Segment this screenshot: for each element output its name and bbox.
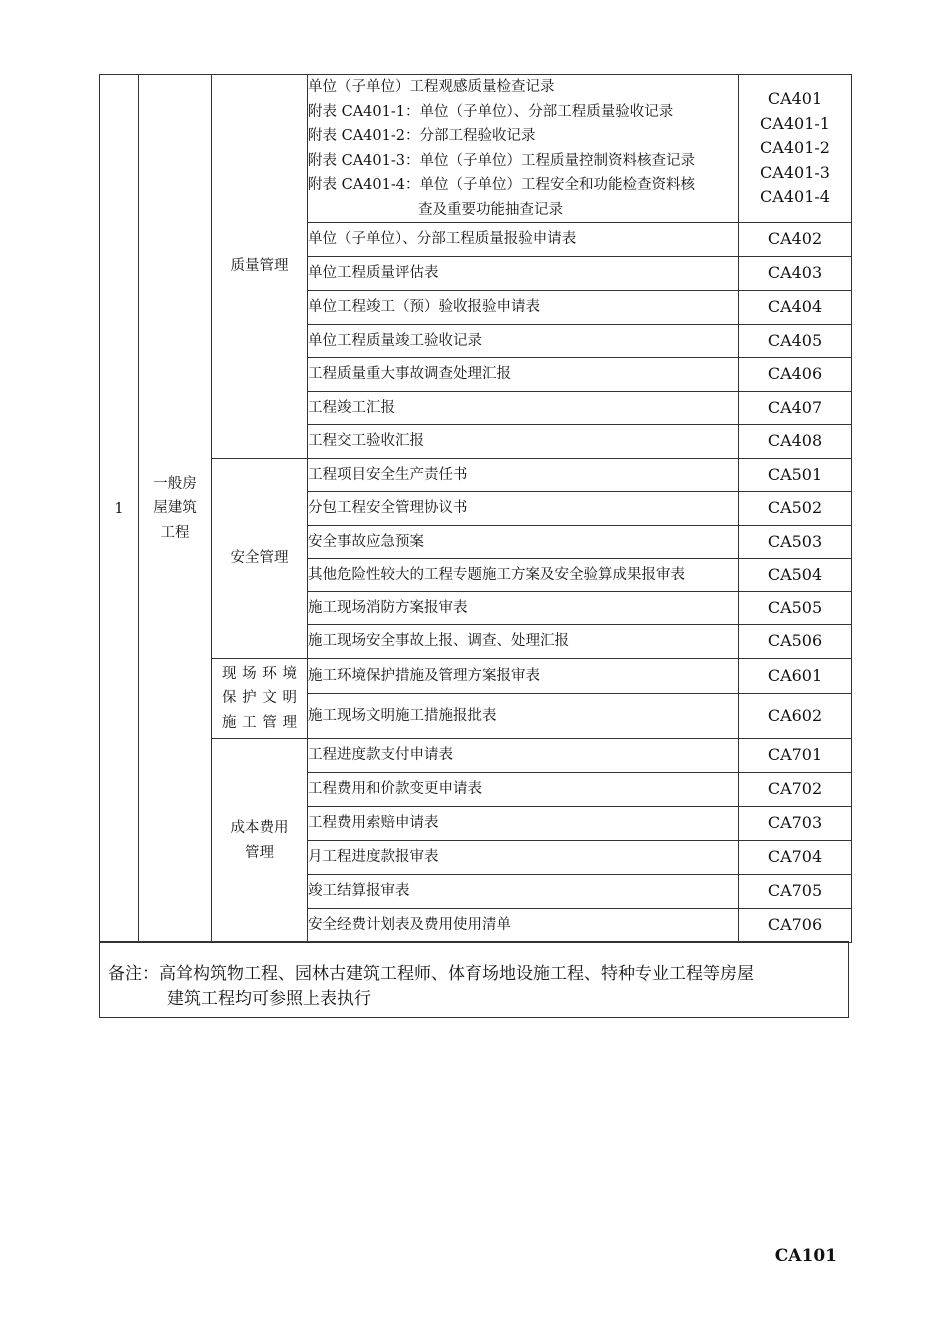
item-text: 单位（子单位）、分部工程质量报验申请表 [308,231,577,248]
form-code: CA407 [767,397,823,417]
item-name-cell [308,592,739,625]
form-code-cell [739,223,852,257]
table-row [100,75,852,223]
form-code: CA401-2 [760,138,830,158]
form-code-cell [739,358,852,392]
item-text: 查及重要功能抽查记录 [418,201,563,218]
form-code: CA502 [767,498,823,518]
form-code: CA601 [767,665,823,685]
item-name-cell [308,492,739,526]
item-text: 施工环境保护措施及管理方案报审表 [308,667,540,684]
item-name-cell [308,75,739,223]
form-code: CA503 [767,531,823,551]
item-name-cell [308,223,739,257]
group-name-cell [212,659,308,739]
form-code-cell [739,291,852,325]
item-text: 施工现场消防方案报审表 [308,599,468,616]
form-code-cell [739,773,852,807]
form-code: CA706 [767,915,823,935]
item-name-cell [308,659,739,694]
text-line: 一般房 [153,475,197,492]
item-name-cell [308,459,739,492]
item-text: 月工程进度款报审表 [308,849,439,866]
item-name-cell [308,392,739,425]
form-code-cell [739,592,852,625]
item-text: 附表 CA401-2：分部工程验收记录 [308,128,536,144]
form-code-cell [739,841,852,875]
item-name-cell [308,526,739,559]
form-code: CA501 [767,464,823,484]
item-text: 工程交工验收汇报 [308,433,424,450]
item-name-cell [308,325,739,358]
table-row [100,739,852,773]
item-text: 工程费用和价款变更申请表 [308,781,482,798]
item-name-cell [308,425,739,459]
group-name-cell [212,739,308,943]
form-code: CA504 [767,564,823,584]
form-code: CA401 [767,89,823,109]
remarks-line-1: 备注：高耸构筑物工程、园林古建筑工程师、体育场地设施工程、特种专业工程等房屋 [108,964,754,984]
item-text: 附表 CA401-4：单位（子单位）工程安全和功能检查资料核 [308,177,695,193]
form-code-cell [739,625,852,659]
item-text: 施工现场安全事故上报、调查、处理汇报 [308,633,569,650]
form-code-cell [739,739,852,773]
record-index-table [99,74,852,943]
form-code-cell [739,425,852,459]
form-code: CA506 [767,631,823,651]
item-name-cell [308,875,739,909]
form-code-cell [739,75,852,223]
form-code: CA602 [767,705,823,725]
form-code: CA701 [767,745,823,765]
form-code: CA403 [767,263,823,283]
form-code: CA703 [767,813,823,833]
form-code: CA401-3 [760,162,830,182]
item-name-cell [308,909,739,943]
item-name-cell [308,773,739,807]
form-code: CA705 [767,881,823,901]
group-name-cell [212,75,308,459]
form-code: CA402 [767,229,823,249]
item-text: 分包工程安全管理协议书 [308,500,468,517]
text-line: 保护文明 [222,690,297,707]
form-code: CA401-1 [760,113,830,133]
form-code-cell [739,659,852,694]
item-name-cell [308,807,739,841]
item-text: 安全经费计划表及费用使用清单 [308,917,511,934]
item-name-cell [308,841,739,875]
form-code-cell [739,559,852,592]
text-line: 现场环境 [222,665,297,682]
item-text: 工程费用索赔申请表 [308,815,439,832]
item-text: 工程项目安全生产责任书 [308,466,468,483]
form-code-cell [739,492,852,526]
text-line: 工程 [160,524,190,541]
form-code: CA702 [767,779,823,799]
text-line: 安全管理 [230,550,289,567]
form-code-cell [739,807,852,841]
item-text: 施工现场文明施工措施报批表 [308,707,497,724]
form-code: CA408 [767,431,823,451]
form-code-cell [739,459,852,492]
text-line: 成本费用 [230,820,289,836]
item-text: 其他危险性较大的工程专题施工方案及安全验算成果报审表 [308,566,685,583]
item-name-cell [308,291,739,325]
group-name-cell [212,459,308,659]
form-code-cell [739,325,852,358]
item-text: 单位工程质量评估表 [308,265,439,282]
form-code: CA401-4 [760,187,830,207]
remarks-line-2: 建筑工程均可参照上表执行 [167,989,371,1009]
text-line: 质量管理 [230,258,289,275]
item-text: 竣工结算报审表 [308,883,410,900]
page-code: CA101 [774,1246,837,1266]
form-code-cell [739,694,852,739]
item-name-cell [308,358,739,392]
row-number: 1 [114,500,124,517]
form-code: CA405 [767,330,823,350]
form-code: CA404 [767,297,823,317]
form-code-cell [739,392,852,425]
form-code-cell [739,909,852,943]
remarks-box [99,941,849,1018]
item-name-cell [308,694,739,739]
item-text: 单位（子单位）工程观感质量检查记录 [308,79,555,95]
item-text: 附表 CA401-3：单位（子单位）工程质量控制资料核查记录 [308,152,695,169]
table-row [100,659,852,694]
text-line: 施工管理 [222,714,297,731]
item-text: 工程质量重大事故调查处理汇报 [308,366,511,383]
form-code-cell [739,875,852,909]
item-name-cell [308,257,739,291]
form-code-cell [739,257,852,291]
item-name-cell [308,739,739,773]
item-name-cell [308,625,739,659]
row-number-cell [100,75,139,943]
item-text: 附表 CA401-1：单位（子单位）、分部工程质量验收记录 [308,103,674,120]
item-text: 单位工程竣工（预）验收报验申请表 [308,299,540,316]
form-code-cell [739,526,852,559]
item-text: 工程竣工汇报 [308,399,395,416]
form-code: CA406 [767,364,823,384]
item-name-cell [308,559,739,592]
item-text: 安全事故应急预案 [308,533,424,550]
form-code: CA505 [767,597,823,617]
item-text: 单位工程质量竣工验收记录 [308,332,482,349]
form-code: CA704 [767,847,823,867]
item-text: 工程进度款支付申请表 [308,747,453,764]
category-cell [139,75,212,943]
text-line: 管理 [245,844,274,861]
text-line: 屋建筑 [153,500,197,517]
table-row [100,459,852,492]
